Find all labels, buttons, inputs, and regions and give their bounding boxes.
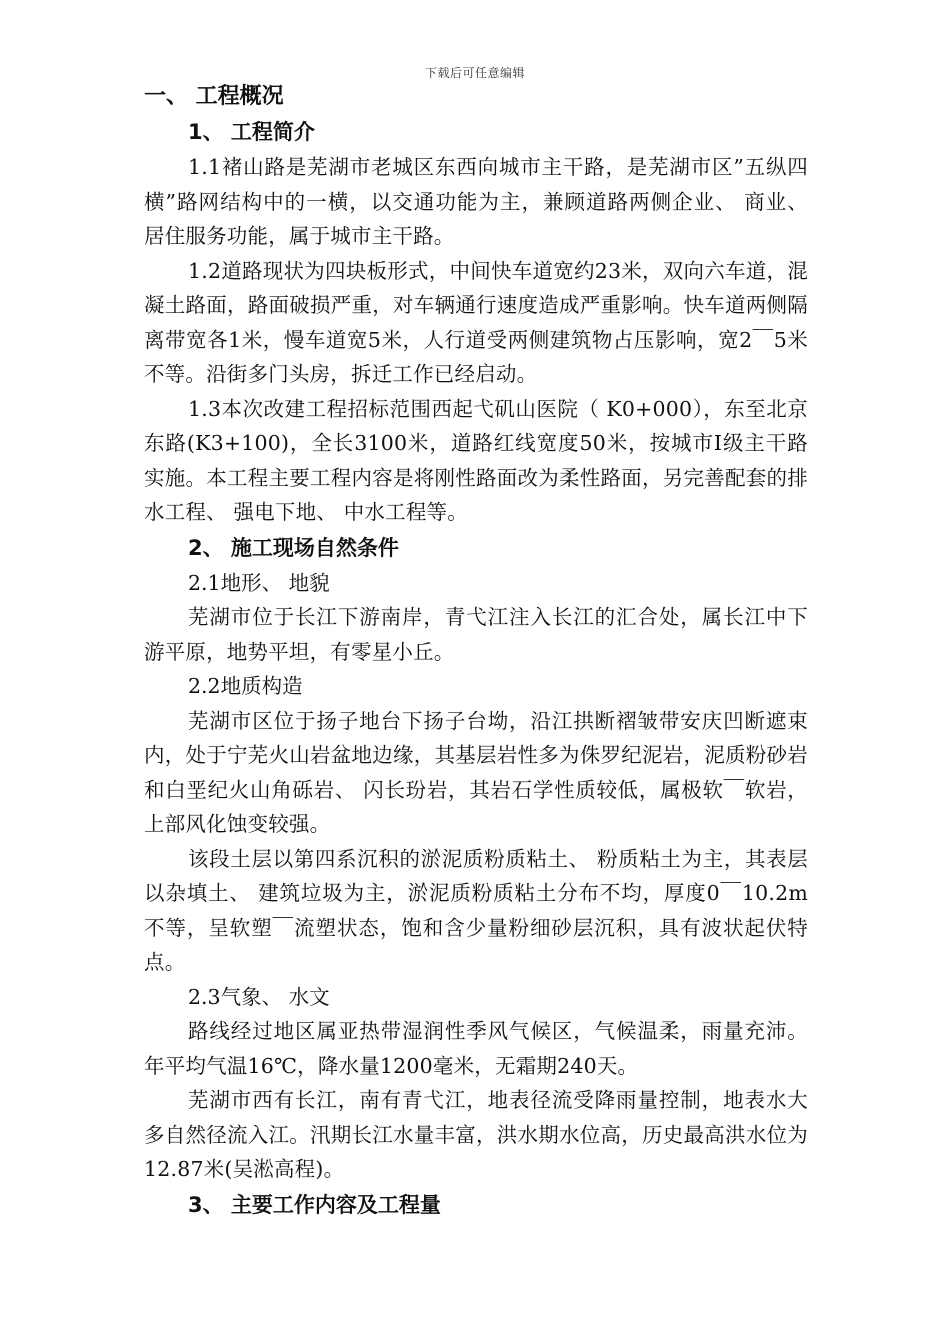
sub-heading-climate-hydrology: 2.3气象、 水文 <box>188 984 330 1009</box>
paragraph-soil-layers: 该段土层以第四系沉积的淤泥质粉质粘土、 粉质粘土为主，其表层以杂填土、 建筑垃圾为主，淤泥质粉质粘土分布不均，厚度0￣10.2m不等，呈软塑￣流塑状态，饱和含少量粉细砂层沉积，具有波状起伏特点。 <box>144 846 808 974</box>
paragraph-1-2: 1.2道路现状为四块板形式，中间快车道宽约23米，双向六车道，混凝土路面，路面破损严重，对车辆通行速度造成严重影响。快车道两侧隔离带宽各1米，慢车道宽5米，人行道受两侧建筑物占压影响，宽2￣5米不等。沿街多门头房，拆迁工作已经启动。 <box>144 258 808 386</box>
paragraph-hydrology: 芜湖市西有长江，南有青弋江，地表径流受降雨量控制，地表水大多自然径流入江。汛期长江水量丰富，洪水期水位高，历史最高洪水位为12.87米(吴淞高程)。 <box>144 1088 808 1181</box>
paragraph-terrain: 芜湖市位于长江下游南岸，青弋江注入长江的汇合处，属长江中下游平原，地势平坦，有零星小丘。 <box>144 605 808 664</box>
paragraph-1-3: 1.3本次改建工程招标范围西起弋矶山医院（ K0+000），东至北京东路(K3+100)，全长3100米，道路红线宽度50米，按城市I级主干路实施。本工程主要工程内容是将刚性路面改为柔性路面，另完善配套的排水工程、 强电下地、 中水工程等。 <box>144 396 808 524</box>
section-heading-project-overview: 一、 工程概况 <box>144 84 284 109</box>
subsection-heading-site-conditions: 2、 施工现场自然条件 <box>188 535 399 560</box>
sub-heading-geology: 2.2地质构造 <box>188 674 303 698</box>
document-body <box>144 80 808 1223</box>
paragraph-climate: 路线经过地区属亚热带湿润性季风气候区，气候温柔，雨量充沛。年平均气温16℃，降水量1200毫米，无霜期240天。 <box>144 1019 808 1078</box>
paragraph-geology: 芜湖市区位于扬子地台下扬子台坳，沿江拱断褶皱带安庆凹断遮束内，处于宁芜火山岩盆地边缘，其基层岩性多为侏罗纪泥岩，泥质粉砂岩和白垩纪火山角砾岩、 闪长玢岩，其岩石学性质较低，属极软￣软岩，上部风化蚀变较强。 <box>144 708 808 836</box>
page-header-note: 下载后可任意编辑 <box>424 66 525 80</box>
subsection-heading-project-intro: 1、 工程简介 <box>188 120 315 144</box>
paragraph-1-1: 1.1褚山路是芜湖市老城区东西向城市主干路，是芜湖市区”五纵四横”路网结构中的一横，以交通功能为主，兼顾道路两侧企业、 商业、 居住服务功能，属于城市主干路。 <box>144 155 808 248</box>
subsection-heading-main-work: 3、 主要工作内容及工程量 <box>188 1192 441 1217</box>
sub-heading-terrain: 2.1地形、 地貌 <box>188 570 330 595</box>
